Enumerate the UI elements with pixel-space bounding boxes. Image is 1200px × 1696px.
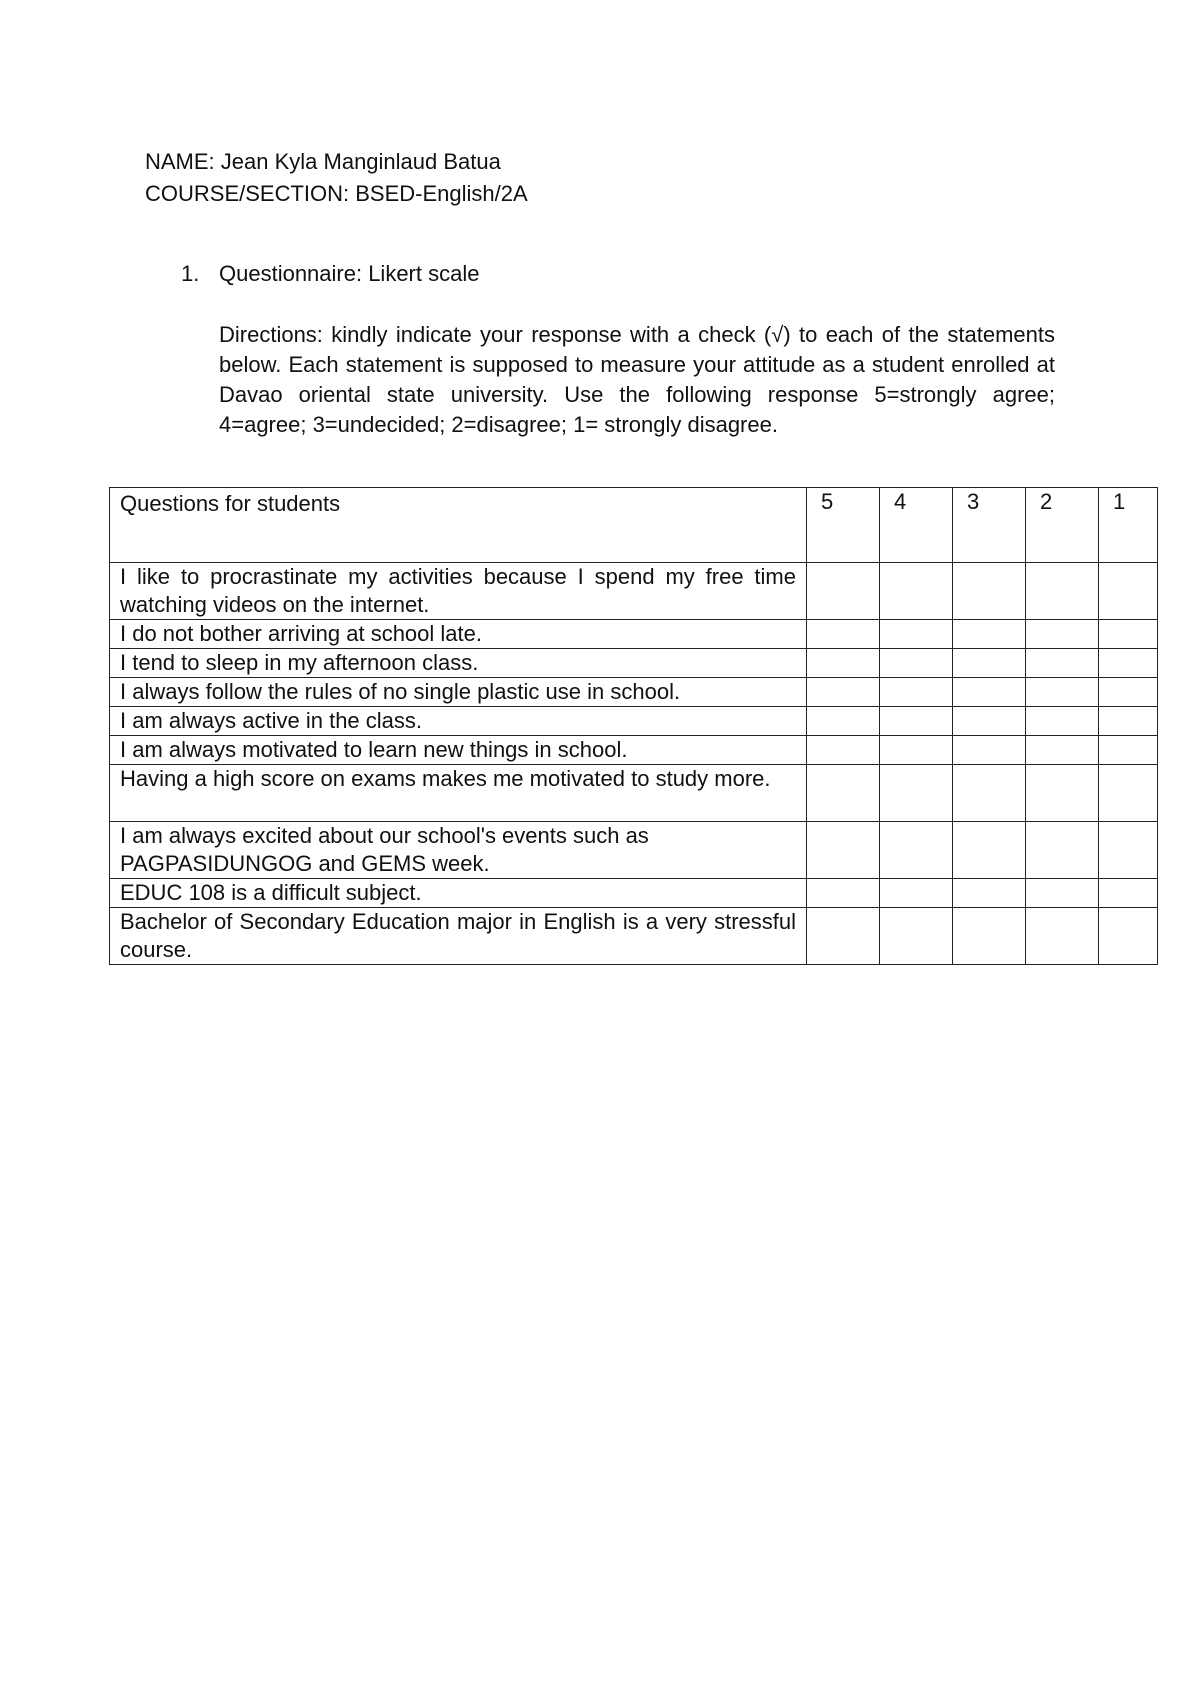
table-row — [110, 649, 1158, 678]
response-cell-3[interactable] — [953, 879, 1026, 908]
response-cell-1[interactable] — [1099, 822, 1158, 879]
response-cell-1[interactable] — [1099, 736, 1158, 765]
response-cell-4[interactable] — [880, 620, 953, 649]
response-cell-3[interactable] — [953, 620, 1026, 649]
list-number: 1. — [181, 261, 200, 286]
response-cell-5[interactable] — [807, 563, 880, 620]
response-cell-1[interactable] — [1099, 707, 1158, 736]
response-cell-1[interactable] — [1099, 678, 1158, 707]
response-cell-2[interactable] — [1026, 563, 1099, 620]
response-cell-5[interactable] — [807, 736, 880, 765]
response-cell-2[interactable] — [1026, 736, 1099, 765]
likert-table — [109, 487, 1158, 965]
response-cell-5[interactable] — [807, 678, 880, 707]
question-cell: I like to procrastinate my activities because I spend my free time watching videos on the internet. — [110, 563, 807, 620]
response-cell-5[interactable] — [807, 707, 880, 736]
table-header-row — [110, 488, 1158, 563]
response-cell-5[interactable] — [807, 620, 880, 649]
response-cell-4[interactable] — [880, 822, 953, 879]
table-row — [110, 908, 1158, 965]
questionnaire-title: Questionnaire: Likert scale — [219, 261, 480, 286]
question-cell: I do not bother arriving at school late. — [110, 620, 807, 649]
response-cell-5[interactable] — [807, 822, 880, 879]
response-cell-4[interactable] — [880, 765, 953, 822]
question-cell: I am always active in the class. — [110, 707, 807, 736]
response-cell-1[interactable] — [1099, 620, 1158, 649]
header-scale-1: 1 — [1099, 488, 1158, 563]
course-section: COURSE/SECTION: BSED-English/2A — [145, 181, 528, 206]
response-cell-3[interactable] — [953, 736, 1026, 765]
response-cell-4[interactable] — [880, 649, 953, 678]
response-cell-4[interactable] — [880, 707, 953, 736]
response-cell-1[interactable] — [1099, 649, 1158, 678]
table-row — [110, 678, 1158, 707]
response-cell-5[interactable] — [807, 649, 880, 678]
response-cell-2[interactable] — [1026, 707, 1099, 736]
response-cell-5[interactable] — [807, 879, 880, 908]
response-cell-2[interactable] — [1026, 678, 1099, 707]
response-cell-1[interactable] — [1099, 879, 1158, 908]
response-cell-2[interactable] — [1026, 822, 1099, 879]
table-row — [110, 765, 1158, 822]
response-cell-4[interactable] — [880, 879, 953, 908]
question-cell: EDUC 108 is a difficult subject. — [110, 879, 807, 908]
question-cell: Having a high score on exams makes me motivated to study more. — [110, 765, 807, 822]
response-cell-4[interactable] — [880, 736, 953, 765]
question-cell: I am always excited about our school's events such as PAGPASIDUNGOG and GEMS week. — [110, 822, 807, 879]
response-cell-1[interactable] — [1099, 563, 1158, 620]
table-row — [110, 822, 1158, 879]
header-scale-2: 2 — [1026, 488, 1099, 563]
response-cell-5[interactable] — [807, 908, 880, 965]
question-cell: I am always motivated to learn new things in school. — [110, 736, 807, 765]
question-cell: I tend to sleep in my afternoon class. — [110, 649, 807, 678]
response-cell-3[interactable] — [953, 563, 1026, 620]
directions-paragraph: Directions: kindly indicate your response with a check (√) to each of the statements below. Each statement is supposed to measure your attitude as a student enrolled at Davao oriental state university. Use the following response 5=strongly agree; 4=agree; 3=undecided; 2=disagree; 1= strongly disagree. — [219, 322, 1055, 437]
table-row — [110, 879, 1158, 908]
response-cell-4[interactable] — [880, 563, 953, 620]
response-cell-2[interactable] — [1026, 908, 1099, 965]
response-cell-2[interactable] — [1026, 649, 1099, 678]
student-name: NAME: Jean Kyla Manginlaud Batua — [145, 149, 501, 174]
response-cell-3[interactable] — [953, 649, 1026, 678]
response-cell-3[interactable] — [953, 908, 1026, 965]
response-cell-2[interactable] — [1026, 620, 1099, 649]
response-cell-5[interactable] — [807, 765, 880, 822]
response-cell-2[interactable] — [1026, 879, 1099, 908]
table-row — [110, 620, 1158, 649]
response-cell-3[interactable] — [953, 765, 1026, 822]
questionnaire-heading — [181, 261, 479, 287]
table-row — [110, 736, 1158, 765]
response-cell-1[interactable] — [1099, 908, 1158, 965]
response-cell-3[interactable] — [953, 707, 1026, 736]
header-scale-4: 4 — [880, 488, 953, 563]
response-cell-3[interactable] — [953, 822, 1026, 879]
header-scale-3: 3 — [953, 488, 1026, 563]
question-cell: I always follow the rules of no single plastic use in school. — [110, 678, 807, 707]
response-cell-4[interactable] — [880, 908, 953, 965]
table-row — [110, 707, 1158, 736]
response-cell-4[interactable] — [880, 678, 953, 707]
question-cell: Bachelor of Secondary Education major in English is a very stressful course. — [110, 908, 807, 965]
response-cell-1[interactable] — [1099, 765, 1158, 822]
header-questions-label: Questions for students — [110, 488, 807, 563]
response-cell-2[interactable] — [1026, 765, 1099, 822]
header-scale-5: 5 — [807, 488, 880, 563]
response-cell-3[interactable] — [953, 678, 1026, 707]
table-row — [110, 563, 1158, 620]
